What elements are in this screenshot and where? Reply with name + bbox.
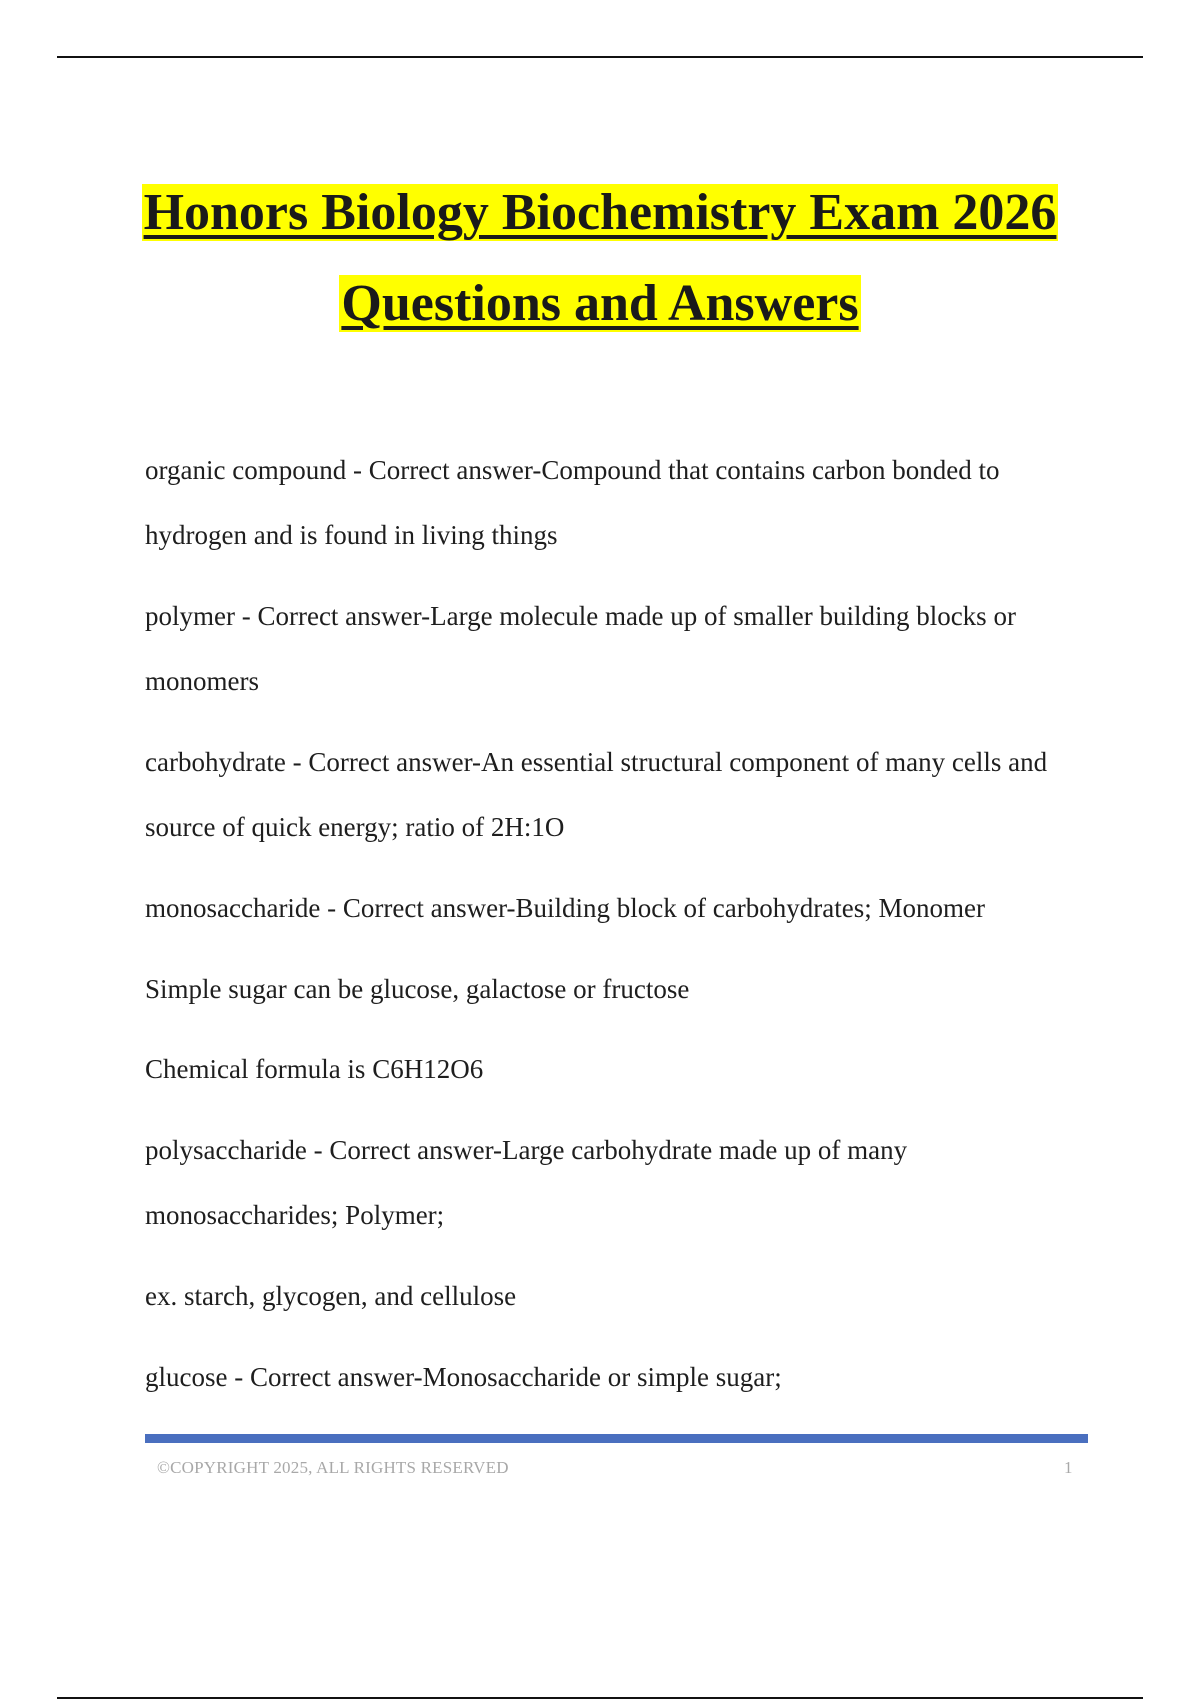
title-text-1: Honors Biology Biochemistry Exam 2026 bbox=[143, 184, 1057, 241]
page-title-line-2 bbox=[0, 274, 1200, 334]
footer-bar bbox=[145, 1434, 1088, 1443]
title-text-2: Questions and Answers bbox=[341, 275, 859, 332]
page-title-line-1 bbox=[0, 183, 1200, 243]
paragraph-glucose: glucose - Correct answer-Monosaccharide or simple sugar; bbox=[145, 1362, 782, 1392]
top-rule bbox=[57, 56, 1143, 58]
paragraph-examples: ex. starch, glycogen, and cellulose bbox=[145, 1281, 517, 1311]
paragraph-monosaccharide: monosaccharide - Correct answer-Building block of carbohydrates; Monomer bbox=[145, 893, 985, 923]
paragraph-polymer: polymer - Correct answer-Large molecule made up of smaller building blocks or monomers bbox=[145, 601, 1016, 696]
bottom-rule bbox=[57, 1697, 1143, 1699]
paragraph-organic-compound: organic compound - Correct answer-Compound that contains carbon bonded to hydrogen and is found in living things bbox=[145, 455, 1000, 550]
paragraph-polysaccharide: polysaccharide - Correct answer-Large carbohydrate made up of many monosaccharides; Polymer; bbox=[145, 1135, 908, 1230]
paragraph-carbohydrate: carbohydrate - Correct answer-An essential structural component of many cells and source of quick energy; ratio of 2H:1O bbox=[145, 747, 1048, 842]
paragraph-simple-sugar: Simple sugar can be glucose, galactose or fructose bbox=[145, 974, 690, 1004]
footer-copyright: ©COPYRIGHT 2025, ALL RIGHTS RESERVED bbox=[157, 1458, 509, 1477]
footer-page-number: 1 bbox=[1064, 1458, 1073, 1477]
paragraph-chemical-formula: Chemical formula is C6H12O6 bbox=[145, 1054, 484, 1084]
